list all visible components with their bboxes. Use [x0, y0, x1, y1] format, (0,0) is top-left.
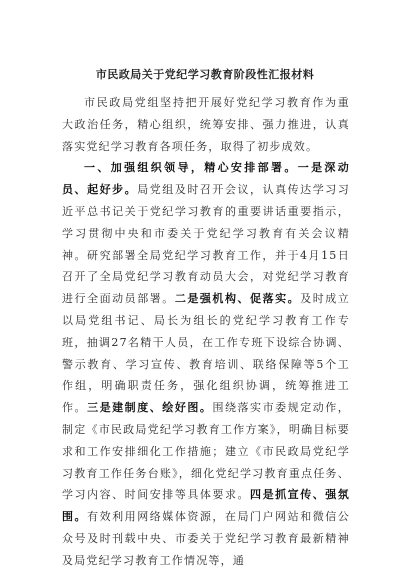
point-one-text: 局党组及时召开会议，认真传达学习习近平总书记关于党纪学习教育的重要讲话重要指示，学习贯彻中央和市委关于党纪学习教育有关会议精神。研究部署全局党纪学习教育工作，并于4月15日召开了全局党纪学习教育动员大会，对党纪学习教育进行全面动员部署。: [62, 183, 350, 306]
document-title: 市民政局关于党纪学习教育阶段性汇报材料: [95, 68, 315, 81]
point-one-label: 一是深动员、起好步。: [62, 161, 350, 197]
point-three-text: 围绕落实市委规定动作，制定《市民政局党纪学习教育工作方案》，明确目标要求和工作安排细化工作措施；建立《市民政局党纪学习教育工作任务台账》，细化党纪学习教育重点任务、学习内容、时间安排等具体要求。: [62, 401, 350, 502]
point-four-text: 有效利用网络媒体资源，在局门户网站和微信公众号及时刊载中央、市委关于党纪学习教育最新精神及局党纪学习教育工作情况等，通: [62, 510, 350, 567]
intro-paragraph: 市民政局党组坚持把开展好党纪学习教育作为重大政治任务，精心组织，统筹安排、强力推进，认真落实党纪学习教育各项任务，取得了初步成效。: [62, 96, 350, 153]
point-two-label: 二是强机构、促落实。: [174, 292, 301, 306]
section-one-heading: 一、加强组织领导，精心安排部署。: [84, 161, 298, 175]
point-two-text: 及时成立以局党组书记、局长为组长的党纪学习教育工作专班，抽调27名精干人员，在工作专班下设综合协调、警示教育、学习宣传、教育培训、联络保障等5个工作组，明确职责任务，强化组织协调，统筹推进工作。: [62, 292, 350, 415]
section-one-paragraph: [62, 157, 350, 571]
point-three-label: 三是建制度、绘好图。: [87, 401, 213, 415]
document-body: [62, 92, 350, 572]
point-four-label: 四是抓宣传、强氛围。: [62, 488, 350, 524]
